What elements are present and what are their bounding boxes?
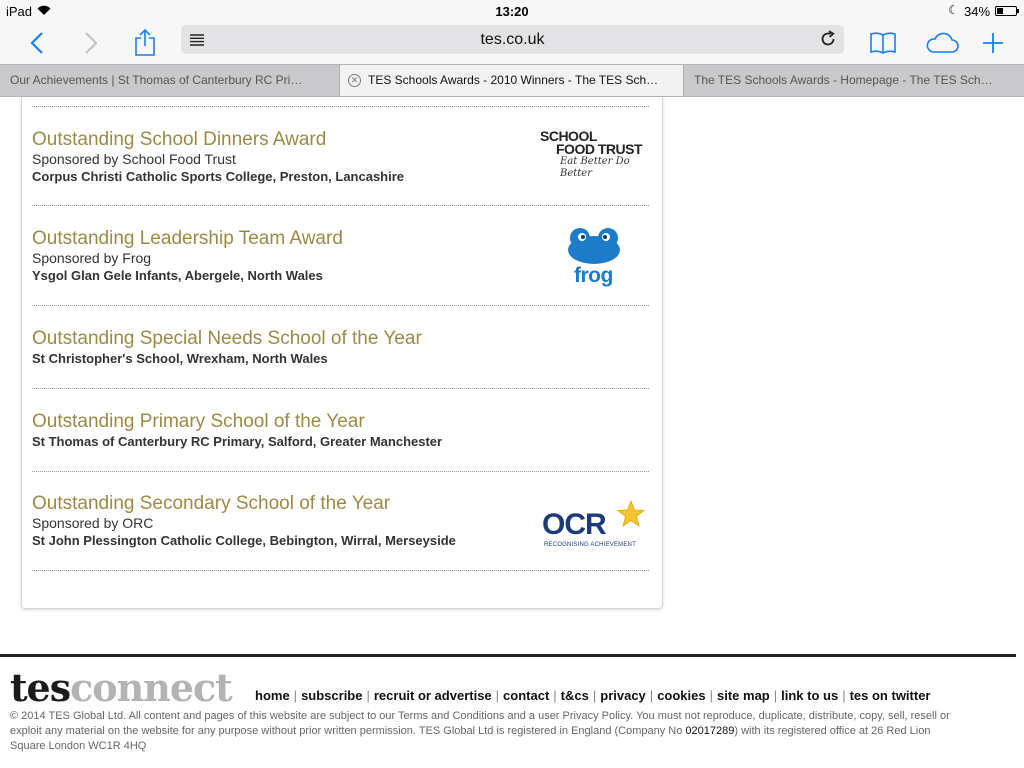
separator: | bbox=[592, 688, 597, 703]
separator: | bbox=[553, 688, 557, 703]
footer-rule bbox=[0, 654, 1016, 657]
close-tab-icon[interactable]: ✕ bbox=[348, 74, 361, 87]
separator: | bbox=[842, 688, 846, 703]
award-winner: St Thomas of Canterbury RC Primary, Salford, Greater Manchester bbox=[32, 434, 443, 449]
share-icon bbox=[134, 29, 156, 57]
footer-link-contact[interactable]: contact bbox=[503, 688, 550, 703]
tab-our-achievements[interactable]: Our Achievements | St Thomas of Canterbury RC Pri… bbox=[0, 65, 340, 96]
school-food-trust-logo[interactable] bbox=[540, 128, 650, 179]
footer-link-cookies[interactable]: cookies bbox=[657, 688, 706, 703]
divider bbox=[32, 106, 649, 107]
ocr-tagline: RECOGNISING ACHIEVEMENT bbox=[544, 542, 636, 548]
logo-line: SCHOOL bbox=[540, 128, 597, 144]
brand-connect: connect bbox=[70, 665, 232, 710]
tab-tes-2010-winners[interactable] bbox=[340, 65, 684, 96]
ocr-logo[interactable] bbox=[540, 500, 650, 552]
award-title[interactable]: Outstanding School Dinners Award bbox=[32, 129, 327, 150]
footer-link-home[interactable]: home bbox=[255, 688, 290, 703]
icloud-tabs-button[interactable] bbox=[922, 26, 962, 60]
tes-connect-logo[interactable] bbox=[10, 665, 232, 710]
divider bbox=[32, 570, 649, 571]
clock: 13:20 bbox=[495, 4, 529, 19]
award-winner: Corpus Christi Catholic Sports College, Preston, Lancashire bbox=[32, 169, 405, 184]
frog-wordmark: frog bbox=[574, 264, 613, 287]
chevron-left-icon bbox=[30, 31, 44, 55]
battery-icon bbox=[995, 6, 1017, 16]
tab-bar bbox=[0, 64, 1024, 97]
share-button[interactable] bbox=[128, 26, 162, 60]
footer-nav bbox=[255, 688, 931, 703]
award-title[interactable]: Outstanding Primary School of the Year bbox=[32, 411, 365, 432]
award-title[interactable]: Outstanding Secondary School of the Year bbox=[32, 493, 391, 514]
separator: | bbox=[709, 688, 713, 703]
moon-icon: ☾ bbox=[948, 3, 959, 17]
brand-tes: tes bbox=[10, 665, 71, 710]
browser-toolbar bbox=[0, 22, 1024, 64]
separator: | bbox=[293, 688, 298, 703]
footer-link-link-to-us[interactable]: link to us bbox=[781, 688, 839, 703]
url-text: tes.co.uk bbox=[480, 31, 545, 48]
logo-line: FOOD TRUST bbox=[556, 141, 642, 157]
back-button[interactable] bbox=[20, 26, 54, 60]
divider bbox=[32, 388, 649, 389]
cloud-icon bbox=[924, 31, 960, 55]
award-title[interactable]: Outstanding Leadership Team Award bbox=[32, 228, 343, 249]
status-bar bbox=[0, 0, 1024, 22]
separator: | bbox=[495, 688, 500, 703]
ocr-wordmark: OCR bbox=[542, 508, 606, 541]
award-special-needs bbox=[32, 328, 649, 367]
divider bbox=[32, 471, 649, 472]
award-sponsor: Sponsored by Frog bbox=[32, 250, 152, 266]
new-tab-button[interactable] bbox=[976, 26, 1010, 60]
plus-icon bbox=[982, 32, 1004, 54]
battery-level bbox=[997, 8, 1003, 14]
star-icon bbox=[616, 500, 646, 528]
tab-title: TES Schools Awards - 2010 Winners - The TES Sch… bbox=[368, 73, 659, 87]
divider bbox=[32, 305, 649, 306]
award-winner: St Christopher's School, Wrexham, North Wales bbox=[32, 351, 328, 366]
separator: | bbox=[649, 688, 654, 703]
footer-link-subscribe[interactable]: subscribe bbox=[301, 688, 363, 703]
separator: | bbox=[773, 688, 778, 703]
footer-link-site-map[interactable]: site map bbox=[717, 688, 770, 703]
award-winner: Ysgol Glan Gele Infants, Abergele, North Wales bbox=[32, 268, 323, 283]
device-name: iPad bbox=[6, 4, 33, 19]
address-bar[interactable] bbox=[181, 25, 844, 54]
frog-logo[interactable] bbox=[562, 226, 626, 292]
company-number: 02017289 bbox=[685, 725, 735, 737]
award-sponsor: Sponsored by ORC bbox=[32, 515, 154, 531]
divider bbox=[32, 205, 649, 206]
frog-icon bbox=[562, 226, 626, 266]
award-primary-school bbox=[32, 411, 649, 450]
chevron-right-icon bbox=[84, 31, 98, 55]
battery-percent: 34% bbox=[964, 4, 991, 19]
footer-link-twitter[interactable]: tes on twitter bbox=[849, 688, 931, 703]
tab-tes-homepage[interactable]: The TES Schools Awards - Homepage - The TES Sch… bbox=[694, 73, 993, 87]
legal-text: © 2014 TES Global Ltd. All content and pages of this website are subject to our Terms and Conditions and a user Privacy Policy. You must not reproduce, duplicate, distribute, copy, sell, resell or exploit any material on the website for any purpose without prior written permission. TES Global Ltd is registered in England (Company No bbox=[10, 710, 950, 737]
separator: | bbox=[366, 688, 370, 703]
award-leadership-team bbox=[32, 228, 649, 284]
award-winner: St John Plessington Catholic College, Bebington, Wirral, Merseyside bbox=[32, 533, 456, 548]
forward-button[interactable] bbox=[74, 26, 108, 60]
award-title[interactable]: Outstanding Special Needs School of the Year bbox=[32, 328, 422, 349]
footer-link-recruit[interactable]: recruit or advertise bbox=[373, 688, 492, 703]
book-icon bbox=[869, 31, 897, 55]
footer-link-tcs[interactable]: t&cs bbox=[560, 688, 589, 703]
bookmarks-button[interactable] bbox=[866, 26, 900, 60]
legal-notice bbox=[10, 709, 960, 754]
legal-text: ) with its registered office at 26 Red Lion Square London WC1R 4HQ bbox=[10, 725, 931, 752]
footer-link-privacy[interactable]: privacy bbox=[600, 688, 646, 703]
reload-icon[interactable] bbox=[818, 29, 838, 49]
logo-tagline: Eat Better Do Better bbox=[560, 156, 630, 179]
award-sponsor: Sponsored by School Food Trust bbox=[32, 151, 236, 167]
